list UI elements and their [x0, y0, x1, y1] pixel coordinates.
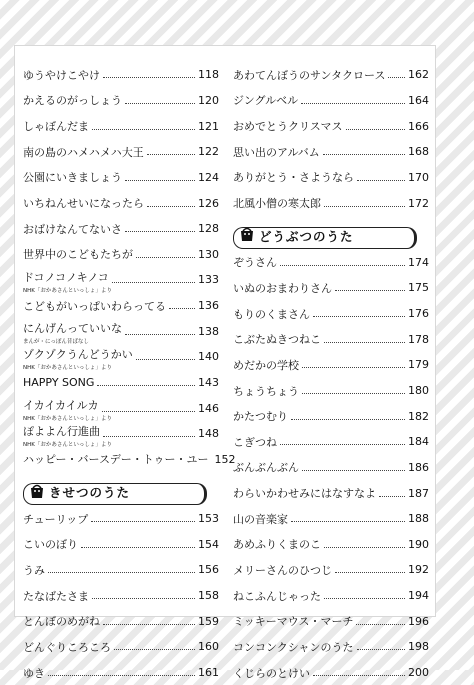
song-title: ゆうやけこやけ [23, 68, 100, 82]
song-title: ぞうさん [233, 256, 277, 270]
toc-entry [233, 326, 429, 352]
toc-entry [233, 62, 429, 88]
toc-entry [233, 429, 429, 455]
song-title: こぎつね [233, 435, 277, 449]
toc-entry [233, 403, 429, 429]
toc-entry [23, 660, 219, 685]
song-title: ミッキーマウス・マーチ [233, 615, 354, 629]
page-number: 146 [198, 401, 219, 415]
song-title: おめでとうクリスマス [233, 120, 343, 134]
dot-leader [169, 308, 195, 309]
dot-leader [302, 367, 405, 368]
page-number: 198 [408, 640, 429, 654]
page-number: 172 [408, 196, 429, 210]
dot-leader [103, 624, 195, 625]
dot-leader [48, 572, 195, 573]
dot-leader [48, 675, 195, 676]
page-number: 175 [408, 281, 429, 295]
page-number: 124 [198, 170, 219, 184]
toc-entry [233, 583, 429, 609]
bag-icon [239, 226, 254, 243]
song-title: しゃぼんだま [23, 120, 89, 134]
page-number: 194 [408, 589, 429, 603]
page-number: 140 [198, 350, 219, 364]
dot-leader [346, 129, 405, 130]
page-number: 118 [198, 68, 219, 82]
song-title: チューリップ [23, 512, 89, 526]
toc-entry [23, 447, 236, 473]
toc-entry [23, 506, 219, 532]
toc-entry [233, 557, 429, 583]
page-number: 164 [408, 93, 429, 107]
toc-entry [233, 634, 429, 660]
song-title: 山の音楽家 [233, 512, 288, 526]
song-title: ハッピー・バースデー・トゥー・ユー [23, 453, 209, 467]
song-title: イカイカイルカ [23, 399, 99, 413]
page-number: 148 [198, 427, 219, 441]
page-number: 136 [198, 299, 219, 313]
song-title: ぽよよん行進曲 [23, 424, 100, 438]
page-number: 170 [408, 170, 429, 184]
page-number: 161 [198, 666, 219, 680]
page-number: 179 [408, 358, 429, 372]
page-number: 184 [408, 435, 429, 449]
table-of-contents-page [14, 45, 436, 680]
dot-leader [302, 470, 405, 471]
song-title: かたつむり [233, 410, 288, 424]
dot-leader [280, 444, 405, 445]
section-title: どうぶつのうた [259, 228, 354, 244]
section-spacer [233, 216, 429, 224]
page-number: 154 [198, 537, 219, 551]
toc-entry [233, 660, 429, 685]
toc-entry [23, 421, 219, 447]
song-title: めだかの学校 [233, 358, 299, 372]
song-title: ゆき [23, 666, 45, 680]
song-title: にんげんっていいな [23, 322, 122, 336]
page-number: 138 [198, 324, 219, 338]
song-note: NHK「おかあさんといっしょ」より [23, 364, 112, 371]
toc-entry [233, 378, 429, 404]
page-number: 182 [408, 409, 429, 423]
toc-entry [23, 139, 219, 165]
page-number: 178 [408, 332, 429, 346]
dot-leader [324, 598, 405, 599]
song-title: わらいかわせみにはなすなよ [233, 487, 376, 501]
toc-entry [23, 370, 219, 396]
page-number: 126 [198, 196, 219, 210]
toc-entry [233, 506, 429, 532]
dot-leader [147, 154, 195, 155]
toc-entry [233, 190, 429, 216]
dot-leader [302, 393, 405, 394]
section-header [233, 224, 429, 250]
toc-entry [23, 344, 219, 370]
dot-leader [291, 521, 405, 522]
page-number: 180 [408, 384, 429, 397]
song-title: 北風小僧の寒太郎 [233, 197, 321, 211]
dot-leader [356, 624, 405, 625]
toc-entry [23, 267, 219, 293]
toc-entry [23, 88, 219, 114]
section-title: きせつのうた [49, 485, 131, 501]
toc-entry [23, 293, 219, 319]
dot-leader [324, 342, 405, 343]
toc-entry [23, 634, 219, 660]
song-title: こどもがいっぱいわらってる [23, 299, 166, 313]
toc-entry [23, 318, 219, 344]
song-title: いちねんせいになったら [23, 197, 144, 211]
page-number: 176 [408, 307, 429, 321]
dot-leader [92, 598, 195, 599]
section-header [23, 480, 219, 506]
song-note: まんが・にっぽん昔ばなし [23, 339, 89, 346]
page-number: 158 [198, 589, 219, 603]
toc-entry [23, 241, 219, 267]
page-number: 200 [408, 666, 429, 680]
page-number: 120 [198, 93, 219, 107]
song-title: メリーさんのひつじ [233, 563, 332, 577]
dot-leader [357, 180, 405, 181]
song-title: くじらのとけい [233, 666, 310, 680]
toc-entry [23, 190, 219, 216]
page-number: 187 [408, 486, 429, 500]
dot-leader [313, 316, 405, 317]
song-title: 思い出のアルバム [233, 145, 320, 159]
page-number: 166 [408, 119, 429, 133]
toc-entry [233, 455, 429, 481]
dot-leader [112, 282, 195, 283]
dot-leader [379, 496, 405, 497]
song-title: あわてんぼうのサンタクロース [233, 68, 386, 82]
toc-entry [23, 583, 219, 609]
toc-entry [23, 532, 219, 558]
dot-leader [147, 206, 195, 207]
dot-leader [125, 180, 195, 181]
page-number: 168 [408, 145, 429, 159]
toc-entry [23, 557, 219, 583]
song-note: NHK「おかあさんといっしょ」より [23, 415, 112, 422]
dot-leader [92, 129, 195, 130]
toc-entry [233, 275, 429, 301]
page-number: 162 [408, 68, 429, 82]
dot-leader [136, 257, 195, 258]
page-number: 159 [198, 614, 219, 628]
dot-leader [102, 411, 195, 412]
song-title: ゾクゾクうんどうかい [23, 347, 133, 361]
toc-entry [233, 352, 429, 378]
dot-leader [324, 206, 405, 207]
dot-leader [97, 385, 195, 386]
song-title: コンコンクシャンのうた [233, 640, 354, 654]
song-title: あめふりくまのこ [233, 538, 321, 552]
song-title: たなばたさま [23, 589, 89, 603]
song-title: とんぼのめがね [23, 615, 100, 629]
toc-left-column [23, 62, 236, 685]
toc-entry [23, 62, 219, 88]
song-title: いぬのおまわりさん [233, 281, 332, 295]
song-title: うみ [23, 563, 45, 577]
song-title: こいのぼり [23, 538, 78, 552]
page-number: 128 [198, 222, 219, 236]
page-number: 186 [408, 460, 429, 474]
toc-entry [233, 532, 429, 558]
toc-entry [233, 88, 429, 114]
toc-entry [233, 608, 429, 634]
toc-entry [233, 139, 429, 165]
dot-leader [103, 436, 195, 437]
toc-entry [23, 608, 219, 634]
song-title: 公園にいきましょう [23, 171, 122, 185]
toc-entry [23, 216, 219, 242]
song-title: ありがとう・さようなら [233, 171, 354, 185]
dot-leader [291, 419, 405, 420]
section-spacer [23, 472, 219, 480]
dot-leader [323, 154, 405, 155]
dot-leader [136, 359, 195, 360]
page-number: 196 [408, 614, 429, 628]
dot-leader [324, 547, 405, 548]
toc-entry [233, 113, 429, 139]
toc-entry [233, 301, 429, 327]
song-note: NHK「おかあさんといっしょ」より [23, 441, 112, 448]
dot-leader [301, 103, 405, 104]
toc-entry [233, 249, 429, 275]
song-title: ぶんぶんぶん [233, 461, 299, 475]
dot-leader [125, 103, 195, 104]
toc-entry [233, 480, 429, 506]
toc-right-column [233, 62, 429, 685]
toc-entry [23, 113, 219, 139]
page-number: 122 [198, 145, 219, 159]
page-number: 190 [408, 537, 429, 551]
page-number: 153 [198, 512, 219, 526]
page-number: 130 [198, 247, 219, 261]
page-number: 121 [198, 119, 219, 133]
song-title: ねこふんじゃった [233, 589, 321, 603]
page-number: 192 [408, 563, 429, 577]
song-title: かえるのがっしょう [23, 94, 122, 108]
song-title: ドコノコノキノコ [23, 270, 109, 284]
page-number: 143 [198, 376, 219, 389]
dot-leader [103, 77, 195, 78]
dot-leader [81, 547, 195, 548]
song-title: HAPPY SONG [23, 376, 95, 389]
page-number: 152 [214, 452, 236, 466]
dot-leader [114, 649, 195, 650]
page-number: 188 [408, 512, 429, 526]
dot-leader [388, 77, 405, 78]
song-note: NHK「おかあさんといっしょ」より [23, 287, 112, 294]
dot-leader [335, 290, 405, 291]
toc-entry [23, 395, 219, 421]
song-title: ジングルベル [233, 94, 299, 108]
song-title: どんぐりころころ [23, 640, 111, 654]
song-title: こぶたぬきつねこ [233, 333, 321, 347]
dot-leader [91, 521, 195, 522]
page-number: 174 [408, 255, 429, 269]
page-number: 133 [198, 273, 219, 287]
dot-leader [335, 572, 405, 573]
song-title: おばけなんてないさ [23, 222, 122, 236]
song-title: ちょうちょう [233, 384, 299, 398]
toc-entry [233, 165, 429, 191]
dot-leader [125, 231, 195, 232]
dot-leader [313, 675, 405, 676]
page-number: 160 [198, 640, 219, 654]
dot-leader [357, 649, 405, 650]
page-number: 156 [198, 563, 219, 577]
dot-leader [125, 334, 195, 335]
song-title: 南の島のハメハメハ大王 [23, 145, 144, 159]
bag-icon [29, 482, 44, 499]
song-title: 世界中のこどもたちが [23, 248, 133, 262]
dot-leader [280, 265, 405, 266]
song-title: もりのくまさん [233, 307, 310, 321]
toc-entry [23, 165, 219, 191]
